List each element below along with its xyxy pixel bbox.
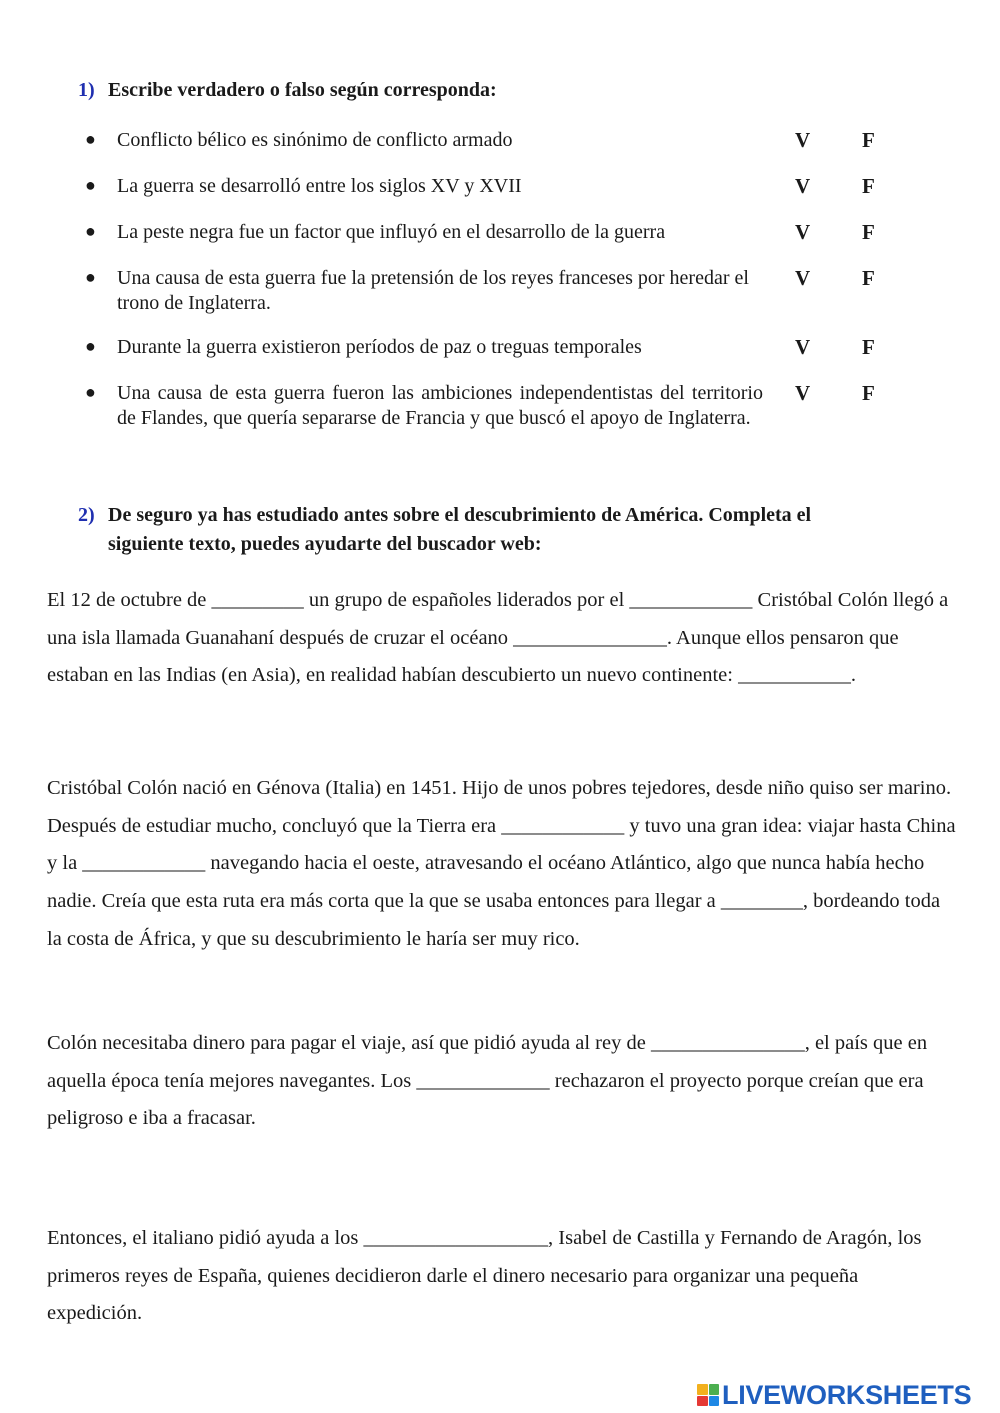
liveworksheets-brand <box>697 1380 971 1410</box>
question-2-title: De seguro ya has estudiado antes sobre el descubrimiento de América. Completa el siguiente texto, puedes ayudarte del buscador web: <box>108 504 812 555</box>
false-option[interactable]: F <box>862 266 875 290</box>
question-1-title: Escribe verdadero o falso según corresponda: <box>108 79 497 101</box>
true-option[interactable]: V <box>795 381 811 405</box>
bullet-icon: ● <box>85 267 96 287</box>
bullet-icon: ● <box>85 221 96 241</box>
brand-name: LIVEWORKSHEETS <box>722 1379 972 1410</box>
paragraph-3: Colón necesitaba dinero para pagar el viaje, así que pidió ayuda al rey de _______________, el país que en aquella época tenía mejores navegantes. Los _____________ rechazaron el proyecto porque creían que era peligroso e iba a fracasar. <box>47 1032 928 1130</box>
true-option[interactable]: V <box>795 266 811 290</box>
false-option[interactable]: F <box>862 174 875 198</box>
question-1-heading <box>78 76 908 105</box>
tf-statement: Conflicto bélico es sinónimo de conflicto armado <box>117 129 513 151</box>
question-2-heading <box>78 501 908 559</box>
paragraph-2: Cristóbal Colón nació en Génova (Italia) en 1451. Hijo de unos pobres tejedores, desde niño quiso ser marino. Después de estudiar mucho, concluyó que la Tierra era ____________ y tuvo una gran idea: viajar hasta China y la ____________ navegando hacia el oeste, atravesando el océano Atlántico, algo que nunca había hecho nadie. Creía que esta ruta era más corta que la que se usaba entonces para llegar a ________, bordeando toda la costa de África, y que su descubrimiento le haría ser muy rico. <box>47 777 956 950</box>
false-option[interactable]: F <box>862 128 875 152</box>
question-1-number: 1) <box>78 79 95 101</box>
liveworksheets-logo-icon <box>697 1384 719 1406</box>
tf-statement: Una causa de esta guerra fueron las ambiciones independentistas del territorio de Flandes, que quería separarse de Francia y que buscó el apoyo de Inglaterra. <box>117 382 763 429</box>
false-option[interactable]: F <box>862 335 875 359</box>
bullet-icon: ● <box>85 382 96 402</box>
true-option[interactable]: V <box>795 128 811 152</box>
paragraph-4: Entonces, el italiano pidió ayuda a los __________________, Isabel de Castilla y Fernando de Aragón, los primeros reyes de España, quienes decidieron darle el dinero necesario para organizar una pequeña expedición. <box>47 1227 922 1325</box>
tf-statement: Una causa de esta guerra fue la pretensión de los reyes franceses por heredar el trono de Inglaterra. <box>117 267 749 314</box>
false-option[interactable]: F <box>862 220 875 244</box>
question-2-number: 2) <box>78 504 95 526</box>
bullet-icon: ● <box>85 175 96 195</box>
paragraph-1: El 12 de octubre de _________ un grupo de españoles liderados por el ____________ Cristóbal Colón llegó a una isla llamada Guanahaní después de cruzar el océano _______________. Aunque ellos pensaron que estaban en las Indias (en Asia), en realidad habían descubierto un nuevo continente: ___________. <box>47 589 949 687</box>
tf-statement: La peste negra fue un factor que influyó en el desarrollo de la guerra <box>117 221 666 243</box>
true-option[interactable]: V <box>795 174 811 198</box>
true-option[interactable]: V <box>795 335 811 359</box>
tf-statement: La guerra se desarrolló entre los siglos XV y XVII <box>117 175 522 197</box>
false-option[interactable]: F <box>862 381 875 405</box>
bullet-icon: ● <box>85 129 96 149</box>
true-option[interactable]: V <box>795 220 811 244</box>
bullet-icon: ● <box>85 336 96 356</box>
tf-statement: Durante la guerra existieron períodos de paz o treguas temporales <box>117 336 642 358</box>
